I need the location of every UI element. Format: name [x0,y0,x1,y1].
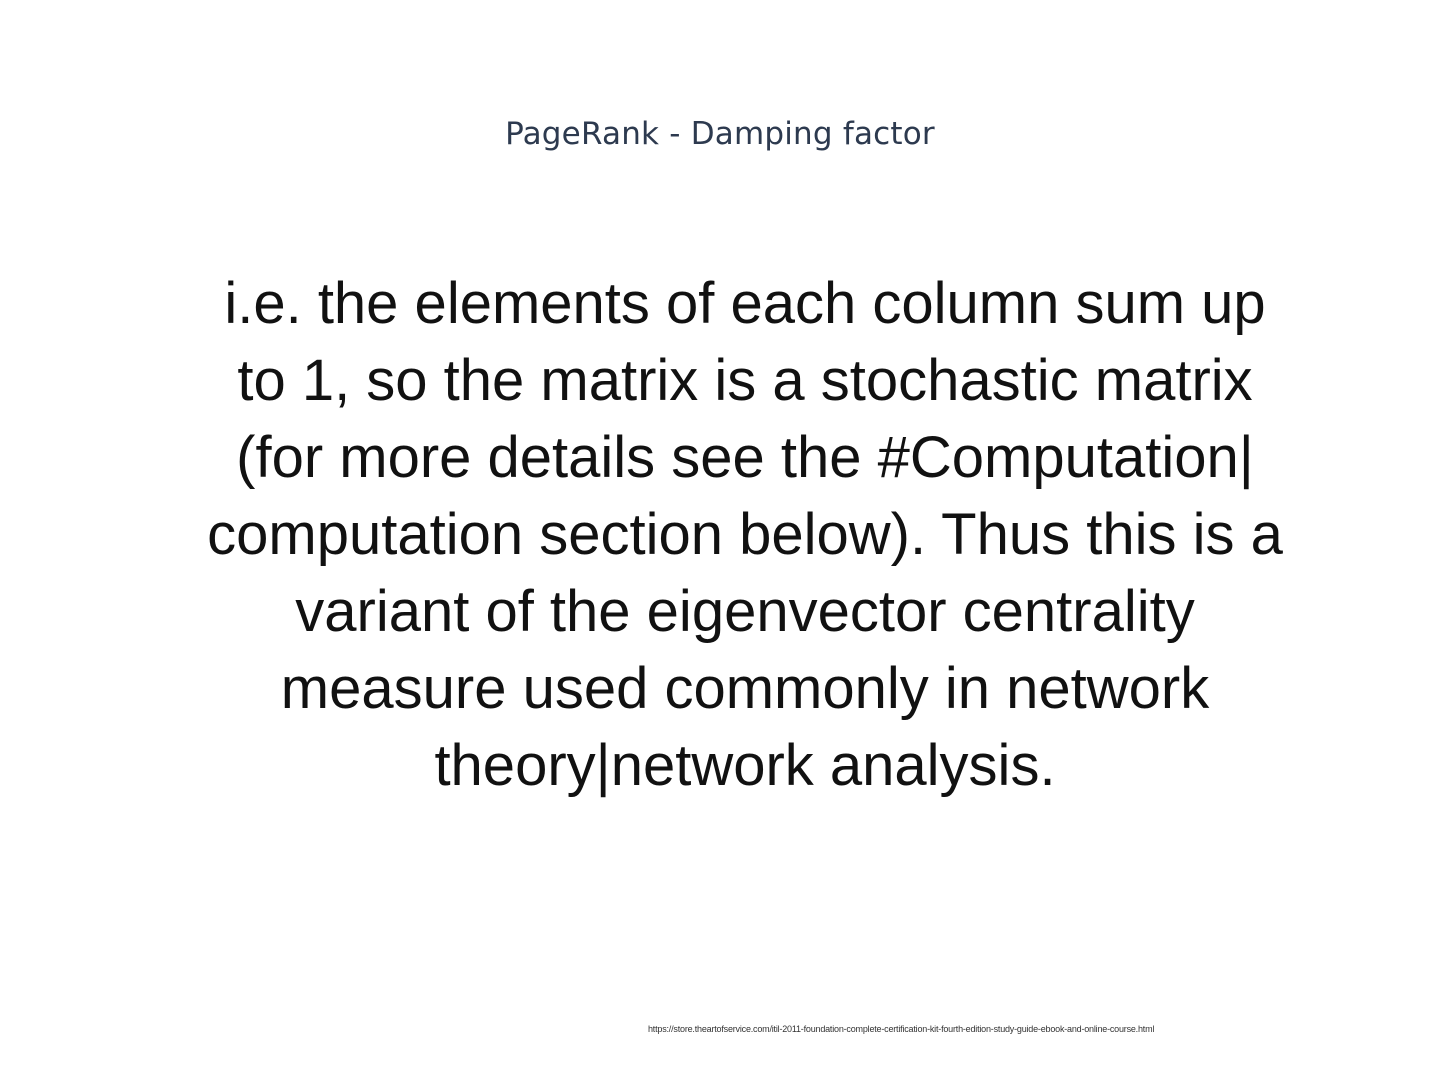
body-line: variant of the eigenvector centrality [295,579,1195,644]
slide-title: PageRank - Damping factor [505,116,935,152]
body-line: theory|network analysis. [434,733,1056,798]
body-line: measure used commonly in network [280,656,1210,721]
body-line: (for more details see the #Computation| [236,425,1254,490]
body-line: to 1, so the matrix is a stochastic matrix [237,348,1253,413]
body-line: computation section below). Thus this is a [207,502,1283,567]
body-line: i.e. the elements of each column sum up [224,271,1266,336]
slide-body-text [130,265,1360,804]
footer-source-link[interactable]: https://store.theartofservice.com/itil-2011-foundation-complete-certification-kit-fourth-edition-study-guide-ebook-and-online-course.html [648,1024,1155,1034]
